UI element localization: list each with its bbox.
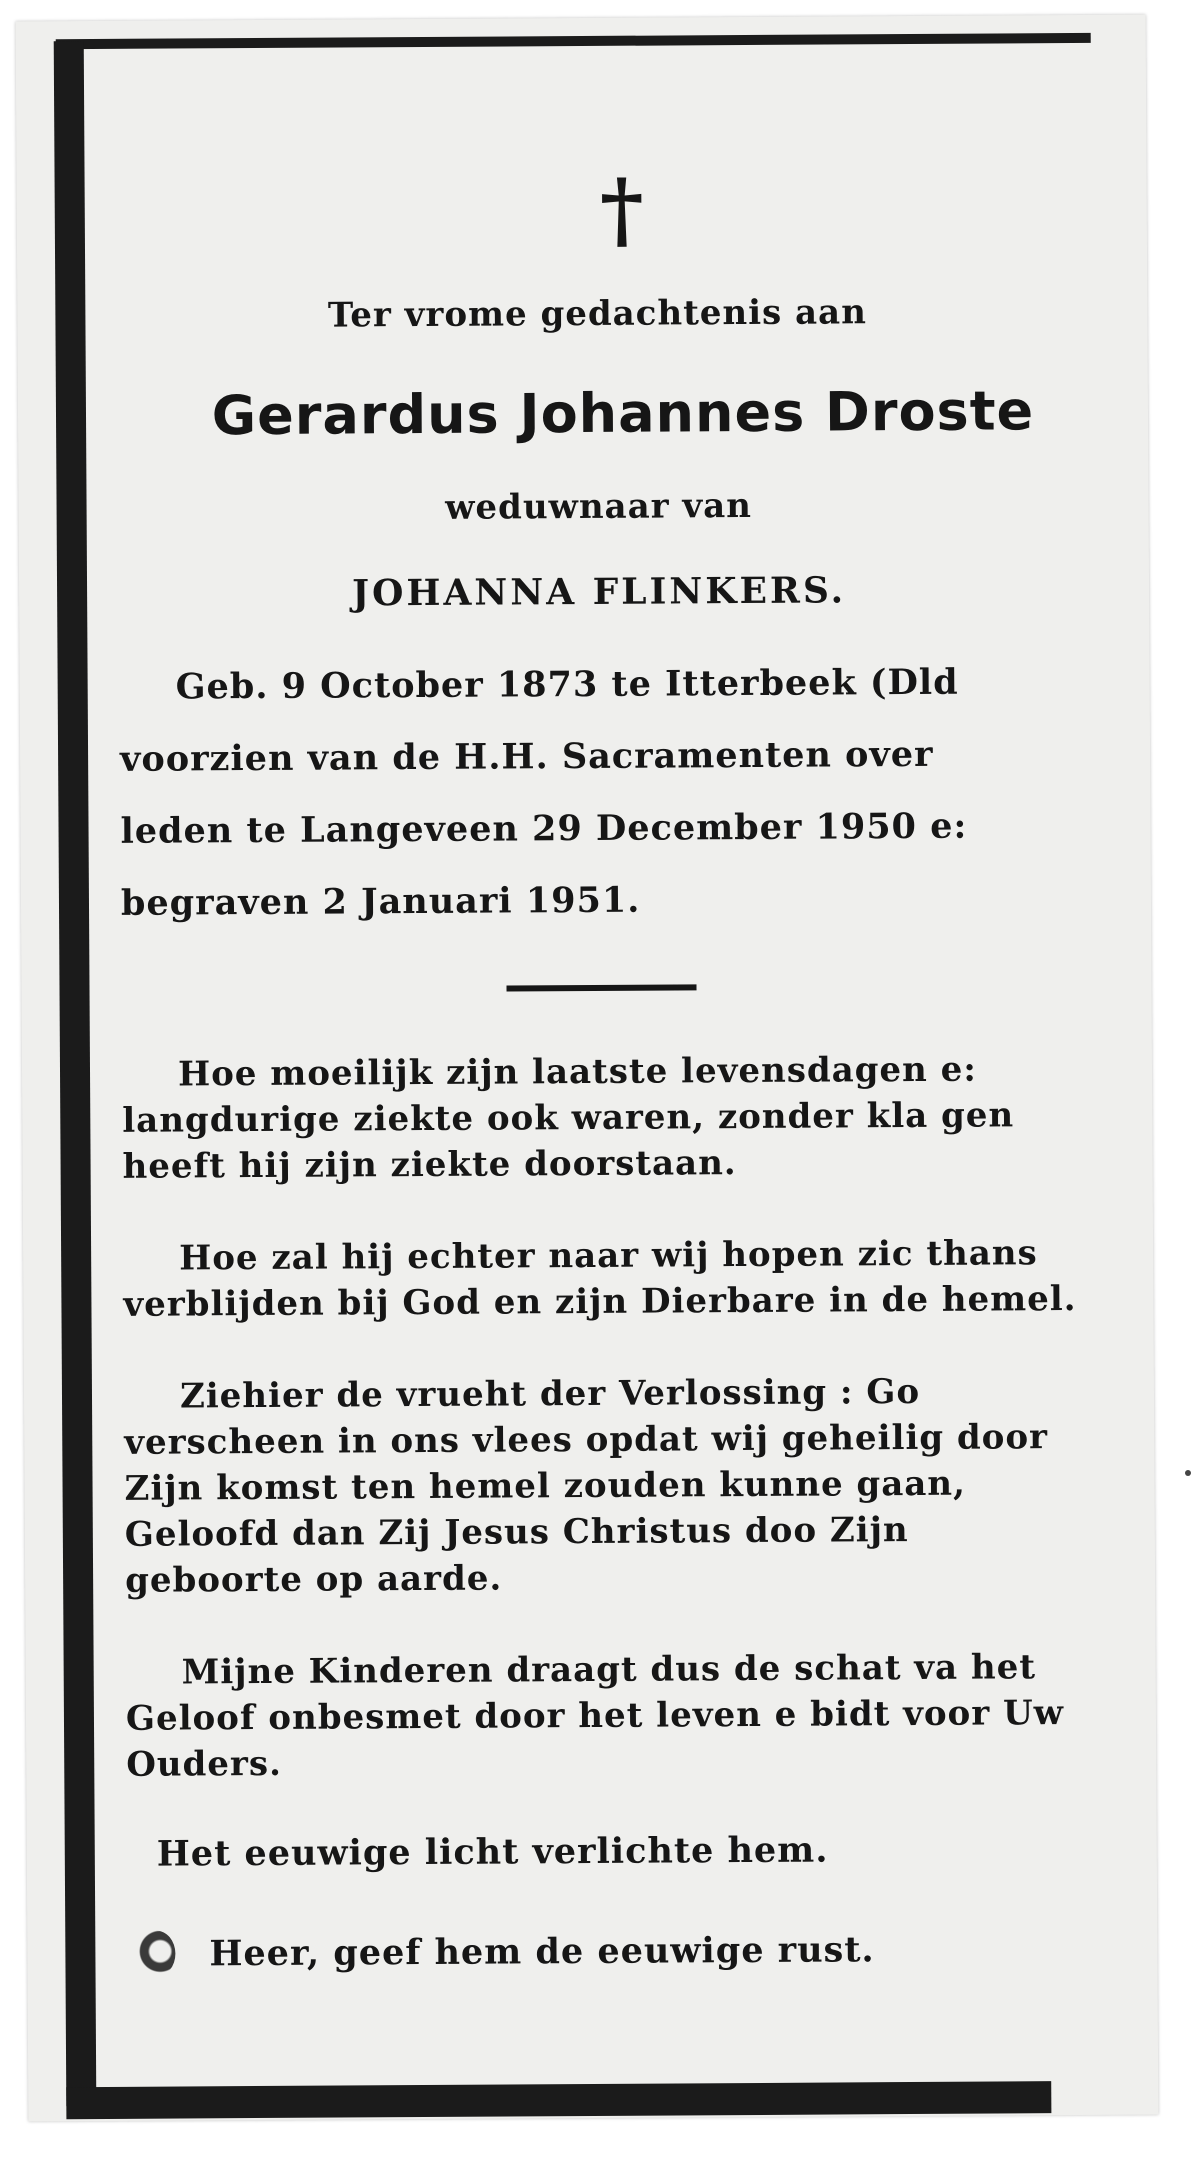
- bio-line: leden te Langeveen 29 December 1950 e:: [120, 805, 968, 852]
- divider-rule: [506, 984, 696, 991]
- spouse-name: JOHANNA FLINKERS.: [351, 569, 847, 615]
- mourning-border-top: [56, 33, 1091, 49]
- mourning-border-bottom: [66, 2081, 1051, 2119]
- memorial-paragraph: Mijne Kinderen draagt dus de schat va het Geloof onbesmet door het leven e bidt voor Uw Ouders.: [125, 1647, 1065, 1785]
- prayer-line: Het eeuwige licht verlichte hem.: [156, 1829, 829, 1875]
- biography: [119, 646, 1081, 940]
- cross-icon: †: [599, 159, 645, 259]
- prayer-line-final: [137, 1925, 1087, 1977]
- ink-stamp-icon: [137, 1931, 175, 1977]
- bio-line: voorzien van de H.H. Sacramenten over: [119, 733, 934, 780]
- bio-line: begraven 2 Januari 1951.: [120, 879, 641, 924]
- memorial-paragraph: Hoe moeilijk zijn laatste levensdagen e: langdurige ziekte ook waren, zonder kla gen heeft hij zijn ziekte doorstaan.: [122, 1049, 1015, 1187]
- intro-line: Ter vrome gedachtenis aan: [327, 292, 867, 336]
- bio-line: Geb. 9 October 1873 te Itterbeek (Dld: [175, 661, 959, 708]
- scan-speck: [1185, 1470, 1191, 1476]
- prayer-text: Heer, geef hem de eeuwige rust.: [209, 1928, 875, 1974]
- deceased-name: Gerardus Johannes Droste: [211, 379, 1035, 448]
- memorial-card: [16, 15, 1159, 2122]
- memorial-paragraph: Ziehier de vrueht der Verlossing : Go verscheen in ons vlees opdat wij geheilig door Zijn komst ten hemel zouden kunne gaan, Geloofd dan Zij Jesus Christus doo Zijn geboorte op aarde.: [124, 1371, 1049, 1601]
- relation-line: weduwnaar van: [445, 485, 753, 528]
- mourning-border-left: [54, 41, 97, 2106]
- memorial-paragraph: Hoe zal hij echter naar wij hopen zic thans verblijden bij God en zijn Dierbare in de hemel.: [123, 1233, 1077, 1325]
- card-content: [117, 159, 1088, 1977]
